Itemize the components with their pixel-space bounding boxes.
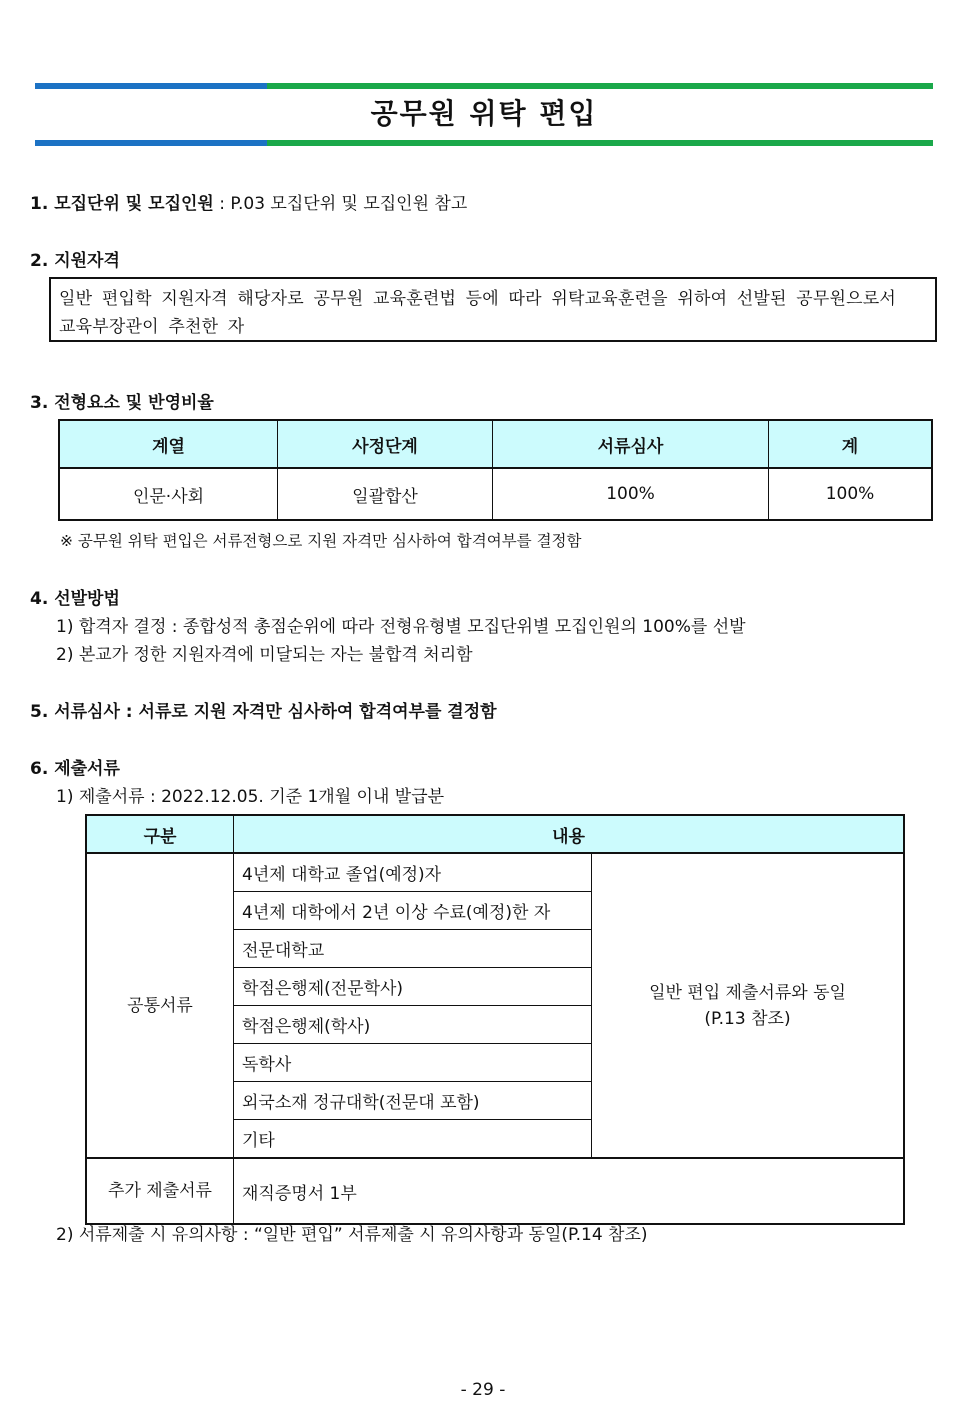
ratio-note: ※ 공무원 위탁 편입은 서류전형으로 지원 자격만 심사하여 합격여부를 결정함 xyxy=(60,532,582,550)
documents-item-1: 1) 제출서류 : 2022.12.05. 기준 1개월 이내 발급분 xyxy=(56,787,445,807)
ratio-cell: 100% xyxy=(769,468,933,520)
documents-header-row xyxy=(86,815,904,853)
section-5-heading: 5. 서류심사 : 서류로 지원 자격만 심사하여 합격여부를 결정함 xyxy=(30,702,497,722)
selection-item-2: 2) 본교가 정한 지원자격에 미달되는 자는 불합격 처리함 xyxy=(56,645,473,665)
ratio-header-cell: 계 xyxy=(769,420,933,468)
common-item: 학점은행제(학사) xyxy=(234,1006,592,1044)
section-4-heading: 4. 선발방법 xyxy=(30,589,120,609)
qualification-line-2: 교육부장관이 추천한 자 xyxy=(59,317,245,337)
ratio-header-cell: 계열 xyxy=(59,420,278,468)
selection-item-1: 1) 합격자 결정 : 종합성적 총점순위에 따라 전형유형별 모집단위별 모집인원의 100%를 선발 xyxy=(56,617,746,637)
common-item: 독학사 xyxy=(234,1044,592,1082)
ratio-cell: 인문·사회 xyxy=(59,468,278,520)
ratio-table xyxy=(58,419,933,521)
documents-header-cell: 구분 xyxy=(86,815,234,853)
section-1-text: : P.03 모집단위 및 모집인원 참고 xyxy=(213,194,468,214)
common-item: 전문대학교 xyxy=(234,930,592,968)
title-bar-top xyxy=(35,83,933,89)
section-2-heading: 2. 지원자격 xyxy=(30,251,120,271)
table-row xyxy=(86,853,904,892)
common-item: 기타 xyxy=(234,1120,592,1159)
page-title: 공무원 위탁 편입 xyxy=(370,97,598,130)
common-documents-label: 공통서류 xyxy=(86,853,234,1158)
common-content-line-1: 일반 편입 제출서류와 동일 xyxy=(649,982,846,1003)
common-item: 외국소재 정규대학(전문대 포함) xyxy=(234,1082,592,1120)
common-item: 4년제 대학에서 2년 이상 수료(예정)한 자 xyxy=(234,892,592,930)
common-item: 학점은행제(전문학사) xyxy=(234,968,592,1006)
ratio-cell: 일괄합산 xyxy=(278,468,493,520)
extra-documents-content: 재직증명서 1부 xyxy=(234,1158,905,1224)
section-3-heading: 3. 전형요소 및 반영비율 xyxy=(30,393,214,413)
documents-table xyxy=(85,814,905,1225)
qualification-box xyxy=(49,277,937,342)
page-number: - 29 - xyxy=(460,1380,506,1400)
section-1-heading: 1. 모집단위 및 모집인원 xyxy=(30,194,214,214)
documents-header-cell: 내용 xyxy=(234,815,905,853)
common-documents-content xyxy=(592,853,905,1158)
title-bar-bottom xyxy=(35,140,933,146)
common-content-line-2: (P.13 참조) xyxy=(704,1008,791,1029)
qualification-line-1: 일반 편입학 지원자격 해당자로 공무원 교육훈련법 등에 따라 위탁교육훈련을 위하여 선발된 공무원으로서 xyxy=(59,289,897,309)
documents-item-2: 2) 서류제출 시 유의사항 : “일반 편입” 서류제출 시 유의사항과 동일(P.14 참조) xyxy=(56,1225,648,1245)
ratio-header-cell: 사정단계 xyxy=(278,420,493,468)
section-1 xyxy=(30,189,467,214)
table-row xyxy=(86,1158,904,1224)
common-item: 4년제 대학교 졸업(예정)자 xyxy=(234,853,592,892)
ratio-table-header-row xyxy=(59,420,932,468)
ratio-cell: 100% xyxy=(493,468,769,520)
section-6-heading: 6. 제출서류 xyxy=(30,759,120,779)
table-row xyxy=(59,468,932,520)
extra-documents-label: 추가 제출서류 xyxy=(86,1158,234,1224)
ratio-header-cell: 서류심사 xyxy=(493,420,769,468)
